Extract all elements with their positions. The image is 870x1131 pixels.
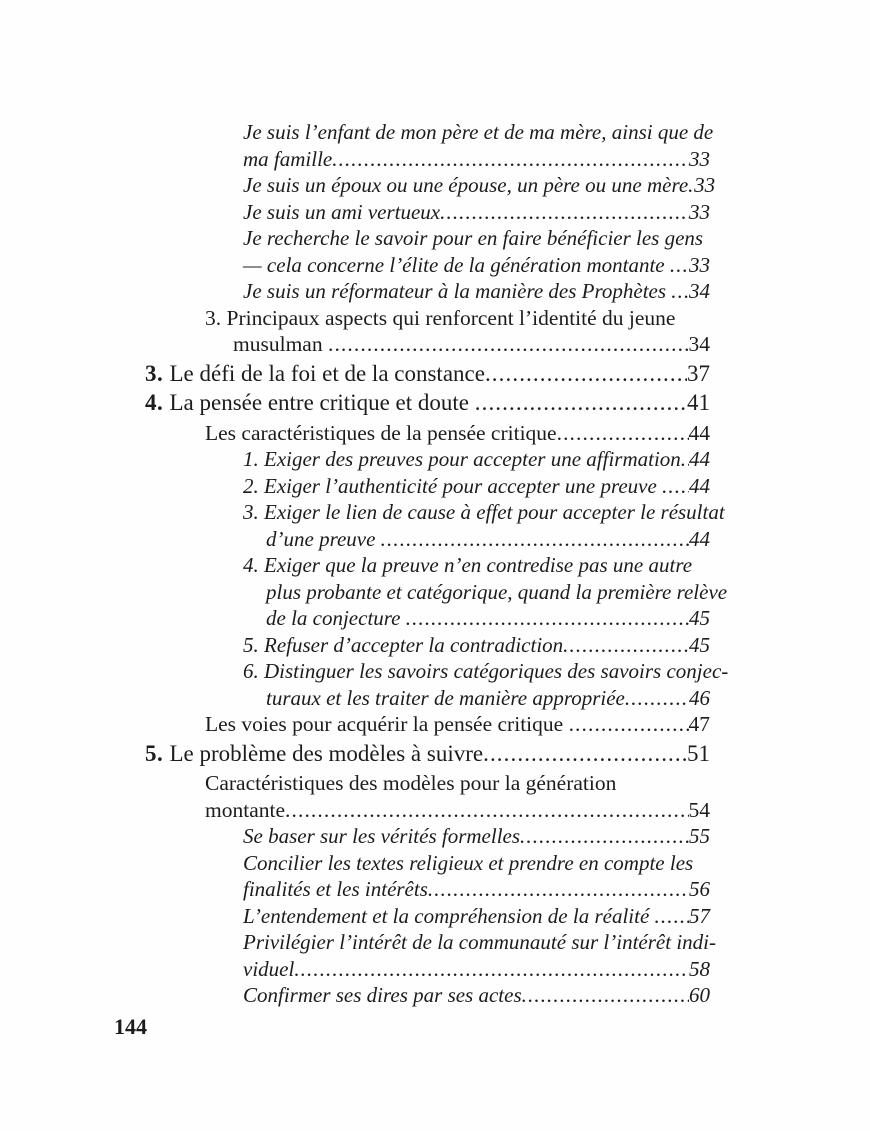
toc-entry-line [266,579,728,606]
dot-leader [522,982,689,1009]
chapter-title: Le problème des modèles à suivre [169,740,484,766]
dot-leader [428,876,689,903]
toc-entry-line [266,605,710,632]
toc-entry-text [145,741,483,768]
dot-leader [406,605,689,632]
toc-entry [145,446,710,473]
folio-page-number: 144 [114,1014,147,1039]
toc-entry-text: montante [205,797,286,822]
toc-entry-page: 37 [687,360,710,386]
toc-entry-text: d’une preuve [266,526,381,551]
dot-leader [671,278,689,305]
toc-entry [145,850,710,903]
toc-entry-line [243,278,710,305]
toc-entry-text: de la conjecture [266,606,406,630]
toc-entry-text: 3. Exiger le lien de cause à effet pour accepter le résultat [243,500,725,524]
toc-entry-text: finalités et les intérêts [243,877,428,901]
toc-entry-text: 3. Principaux aspects qui renforcent l’identité du jeune [205,305,676,330]
toc-entry-line [243,876,710,903]
toc-entry-text [145,390,475,417]
toc-entry-text: 2. Exiger l’authenticité pour accepter une preuve [243,473,663,498]
toc-entry [145,929,716,982]
toc-entry [145,499,725,552]
toc-entry-line [205,305,710,332]
toc-entry-line [233,331,710,358]
toc-entry-text: Je suis un ami vertueux [243,199,441,224]
toc-entry-page: 54 [688,797,710,822]
toc-entry [145,278,710,305]
toc-entry [145,420,710,447]
dot-leader [475,390,687,417]
toc-entry-text: Je recherche le savoir pour en faire bénéficier les gens [243,226,704,250]
dot-leader [557,420,689,447]
toc-entry [145,305,710,358]
toc-entry-line [266,526,710,553]
toc-entry-page: 51 [687,740,710,766]
toc-entry-line [243,473,710,500]
toc-entry-text: turaux et les traiter de manière appropriée [266,685,625,710]
dot-leader [662,473,689,500]
toc-entry-page: 34 [688,332,710,356]
toc-entry-text: 1. Exiger des preuves pour accepter une affirmation [243,447,681,471]
toc-entry-line [145,390,710,417]
toc-entry-line [243,903,710,930]
toc-entry [145,903,710,930]
toc-entry-text: Privilégier l’intérêt de la communauté sur l’intérêt indi- [243,930,716,954]
toc-entry-line [145,741,710,768]
toc-entry [145,390,710,417]
toc-entry [145,823,710,850]
toc-entry-line [243,956,710,983]
toc-entry-line [205,711,710,738]
toc-entry-line [243,658,729,685]
toc-entry [145,632,710,659]
toc-entry-text: ma famille [243,146,333,171]
toc-entry-page: 44 [689,447,710,471]
toc-entry-text: Je suis l’enfant de mon père et de ma mère, ainsi que de [243,120,714,144]
dot-leader [332,146,689,173]
toc-entry-text: Je suis un réformateur à la manière des Prophètes [243,279,672,303]
toc-entry-line [205,797,710,824]
toc-entry-page: 58 [689,956,710,981]
toc-entry [145,119,714,172]
toc-entry-text: viduel [243,956,295,981]
toc-entry-line [243,172,716,199]
toc-entry-line [243,499,725,526]
toc-entry-line [243,552,710,579]
toc-entry-page: 46 [689,685,710,710]
toc-entry-line [243,823,710,850]
toc-entry-page: 34 [689,279,710,303]
toc-entry-page: 33 [689,199,710,224]
toc-entry-line [243,929,716,956]
toc-entry-text: 5. Refuser d’accepter la contradiction [243,632,564,657]
dot-leader [485,361,687,388]
dot-leader [328,331,689,358]
toc-entry [145,711,710,738]
dot-leader [655,903,689,930]
chapter-title: La pensée entre critique et doute [169,390,475,415]
dot-leader [294,956,689,983]
toc-entry-line [205,770,710,797]
dot-leader [285,797,688,824]
chapter-number: 5. [145,740,170,766]
toc-entry-line [243,119,714,146]
toc-entry-text: Je suis un époux ou une épouse, un père ou une mère [243,173,689,197]
toc-entry-text: Les caractéristiques de la pensée critique [205,420,557,445]
toc-entry-page: 60 [689,983,710,1007]
dot-leader [681,446,689,473]
toc-entry [145,658,729,711]
toc-entry-text: Confirmer ses dires par ses actes [243,983,522,1007]
toc-entry-text: Les voies pour acquérir la pensée critique [205,712,569,736]
dot-leader [563,632,689,659]
toc-entry-text: — cela concerne l’élite de la génération montante [243,252,670,277]
toc-entry-line [243,850,710,877]
dot-leader [569,711,689,738]
toc-entry-line [145,361,710,388]
toc-entry [145,741,710,768]
toc-entry-text: 4. Exiger que la preuve n’en contredise pas une autre [243,553,693,577]
chapter-title: Le défi de la foi et de la constance [169,360,485,386]
toc-entry-page: 41 [687,390,710,415]
dot-leader [520,823,689,850]
dot-leader [483,741,687,768]
toc-entry-text: 6. Distinguer les savoirs catégoriques des savoirs conjec- [243,659,729,683]
toc-entry-page: 44 [689,473,710,498]
toc-entry-text [145,361,485,388]
toc-entry [145,225,710,278]
toc-entry-page: 47 [688,712,710,736]
dot-leader [670,252,689,279]
toc-entry-line [243,146,710,173]
toc-entry-text: musulman [233,332,328,356]
toc-entry-text: Caractéristiques des modèles pour la génération [205,771,617,795]
toc-entry-line [266,685,710,712]
toc-entry-line [243,199,710,226]
toc-entry-line [243,446,710,473]
chapter-number: 4. [145,390,170,415]
toc-entry-page: 55 [689,824,710,848]
toc-entry-line [243,982,710,1009]
toc-entry [145,982,710,1009]
toc-entry-text: Concilier les textes religieux et prendre en compte les [243,850,694,875]
toc-entry-page: 45 [689,632,710,657]
toc-entry [145,552,728,632]
toc-entry-page: 33 [689,146,710,171]
toc-entry-page: 33 [694,173,716,197]
toc-entry-page: 44 [688,420,710,445]
toc-entry-line [243,252,710,279]
toc-entry [145,199,710,226]
toc-entry-page: 56 [689,877,710,901]
toc-entry-text: plus probante et catégorique, quand la première relève [266,579,728,604]
toc-entry-line [243,225,710,252]
toc-entry [145,361,710,388]
toc-entry-line [243,632,710,659]
toc-entry-page: 33 [689,252,710,277]
toc-entry-line [205,420,710,447]
toc-entry-page: 57 [689,903,710,928]
toc-entry-page: 45 [689,606,710,630]
table-of-contents [145,119,729,1009]
toc-entry [145,172,716,199]
chapter-number: 3. [145,360,170,386]
toc-entry-text: Se baser sur les vérités formelles [243,824,521,848]
dot-leader [381,526,689,553]
toc-entry-text: L’entendement et la compréhension de la réalité [243,903,655,928]
toc-entry [145,770,710,823]
dot-leader [625,685,689,712]
toc-entry [145,473,710,500]
dot-leader [440,199,689,226]
toc-entry-page: 44 [689,526,710,551]
